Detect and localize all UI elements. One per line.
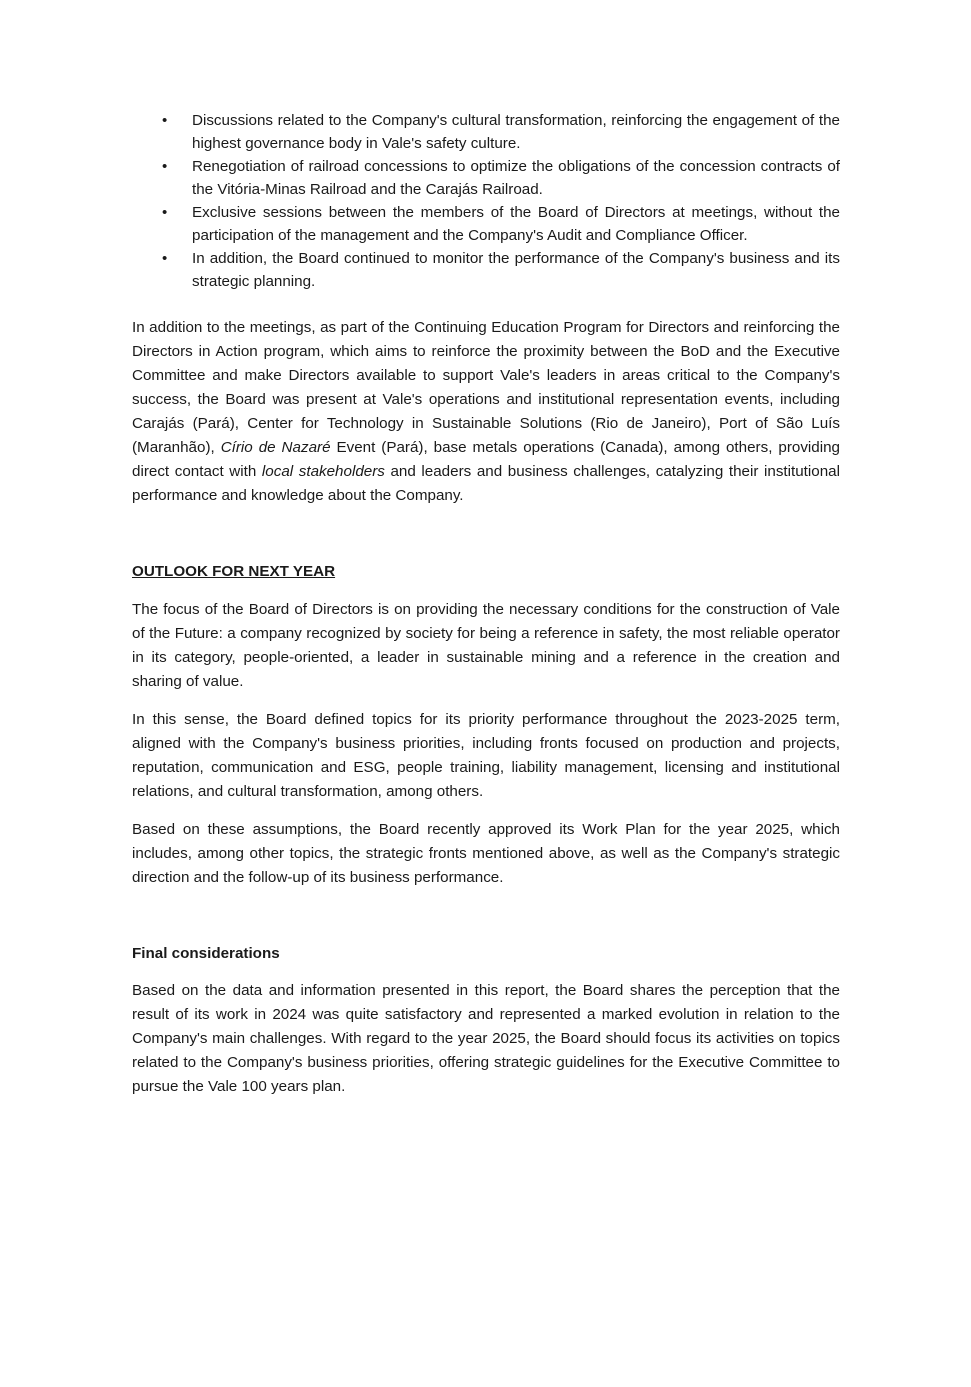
paragraph-text: and leaders and business challenges, catalyzing their institutional performance and knowledge about the Company. [132, 462, 840, 504]
list-item-text: Exclusive sessions between the members of the Board of Directors at meetings, without the participation of the management and the Company's Audit and Compliance Officer. [192, 204, 840, 244]
italic-event-name: Círio de Nazaré [220, 438, 331, 456]
bullet-icon: • [162, 158, 168, 176]
outlook-paragraph-focus: The focus of the Board of Directors is on providing the necessary conditions for the construction of Vale of the Future: a company recognized by society for being a reference in safety, the most reliable operator in its category, people-oriented, a leader in sustainable mining and a reference in the creation and sharing of value. [132, 600, 840, 690]
continuing-education-paragraph [132, 316, 840, 508]
list-item-text: Renegotiation of railroad concessions to optimize the obligations of the concession contracts of the Vitória-Minas Railroad and the Carajás Railroad. [192, 158, 840, 198]
outlook-paragraph-work-plan: Based on these assumptions, the Board recently approved its Work Plan for the year 2025, which includes, among other topics, the strategic fronts mentioned above, as well as the Company's strategic direction and the follow-up of its business performance. [132, 820, 840, 886]
list-item-text: In addition, the Board continued to monitor the performance of the Company's business and its strategic planning. [192, 250, 840, 291]
list-item [132, 156, 840, 202]
document-page [132, 110, 840, 1099]
final-considerations-heading: Final considerations [132, 944, 280, 962]
list-item [132, 202, 840, 248]
list-item [132, 248, 840, 294]
list-item [132, 110, 840, 156]
outlook-heading: OUTLOOK FOR NEXT YEAR [132, 562, 336, 580]
paragraph-text: In addition to the meetings, as part of the Continuing Education Program for Directors and reinforcing the Directors in Action program, which aims to reinforce the proximity between the BoD and the Executive Committee and make Directors available to support Vale's leaders in areas critical to the Company's success, the Board was present at Vale's operations and institutional representation events, including Carajás (Pará), Center for Technology in Sustainable Solutions (Rio de Janeiro), Port of São Luís (Maranhão), [132, 318, 840, 456]
bullet-icon: • [162, 204, 168, 222]
bullet-icon: • [162, 250, 168, 268]
italic-stakeholders: local stakeholders [261, 462, 385, 480]
outlook-paragraph-topics: In this sense, the Board defined topics for its priority performance throughout the 2023-2025 term, aligned with the Company's business priorities, including fronts focused on production and projects, reputation, communication and ESG, people training, liability management, licensing and institutional relations, and cultural transformation, among others. [132, 710, 840, 800]
final-considerations-paragraph: Based on the data and information presented in this report, the Board shares the perception that the result of its work in 2024 was quite satisfactory and represented a marked evolution in relation to the Company's main challenges. With regard to the year 2025, the Board should focus its activities on topics related to the Company's business priorities, offering strategic guidelines for the Executive Committee to pursue the Vale 100 years plan. [132, 981, 840, 1095]
list-item-text: Discussions related to the Company's cultural transformation, reinforcing the engagement of the highest governance body in Vale's safety culture. [192, 112, 840, 152]
paragraph-text: Event (Pará), base metals operations (Canada), among others, providing direct contact with [132, 438, 841, 480]
governance-bullet-list [132, 110, 840, 294]
bullet-icon: • [162, 112, 168, 129]
